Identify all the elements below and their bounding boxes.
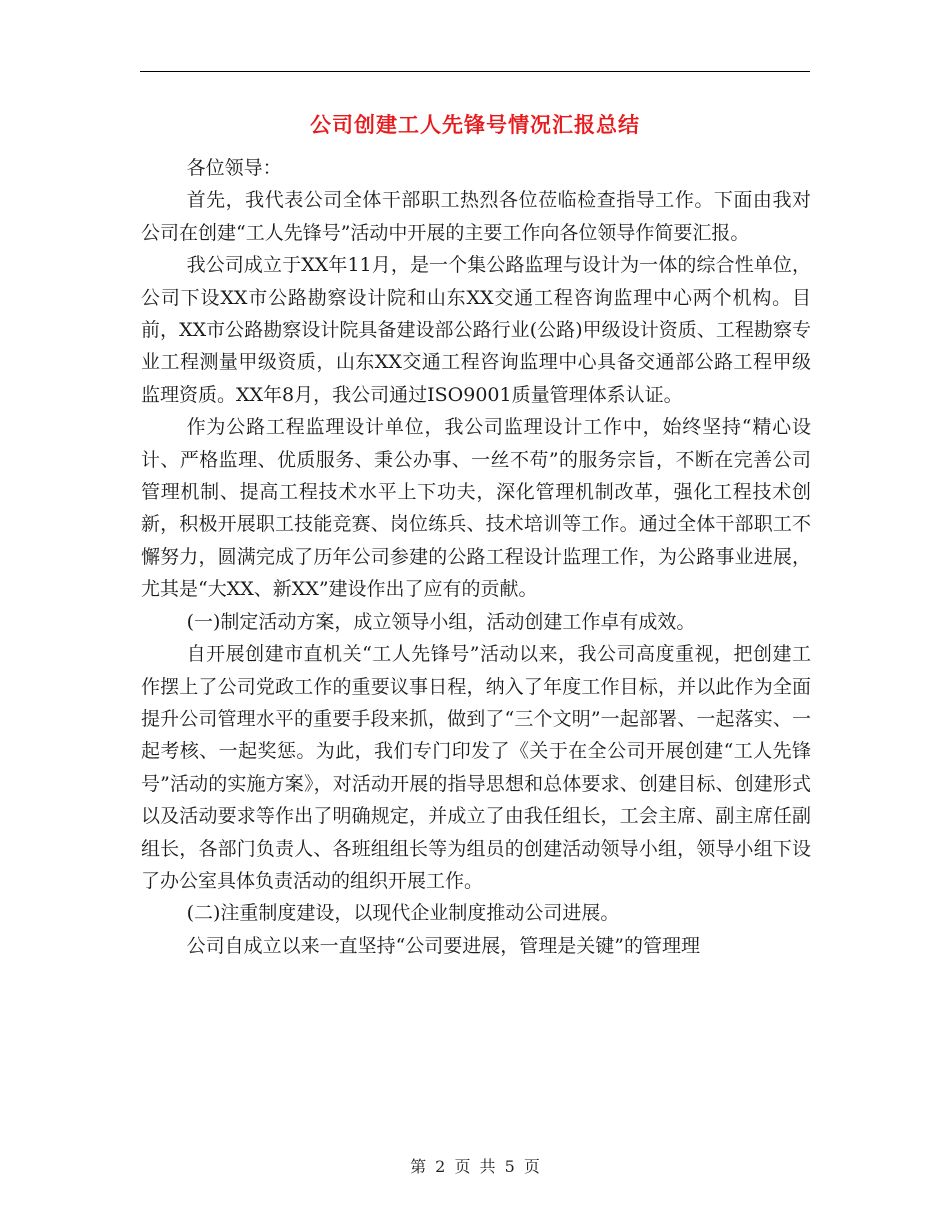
- document-title: 公司创建工人先锋号情况汇报总结: [310, 113, 640, 137]
- header-rule: [140, 71, 810, 72]
- body-paragraph: 自开展创建市直机关“工人先锋号”活动以来，我公司高度重视，把创建工作摆上了公司党政工作的重要议事日程，纳入了年度工作目标，并以此作为全面提升公司管理水平的重要手段来抓，做到了“三个文明”一起部署、一起落实、一起考核、一起奖惩。为此，我们专门印发了《关于在全公司开展创建“工人先锋号”活动的实施方案》，对活动开展的指导思想和总体要求、创建目标、创建形式以及活动要求等作出了明确规定，并成立了由我任组长，工会主席、副主席任副组长，各部门负责人、各班组组长等为组员的创建活动领导小组，领导小组下设了办公室具体负责活动的组织开展工作。: [141, 643, 811, 892]
- body-paragraph: 我公司成立于XX年11月，是一个集公路监理与设计为一体的综合性单位，公司下设XX市公路勘察设计院和山东XX交通工程咨询监理中心两个机构。目前，XX市公路勘察设计院具备建设部公路行业(公路)甲级设计资质、工程勘察专业工程测量甲级资质，山东XX交通工程咨询监理中心具备交通部公路工程甲级监理资质。XX年8月，我公司通过ISO9001质量管理体系认证。: [141, 254, 811, 406]
- section-heading: (一)制定活动方案，成立领导小组，活动创建工作卓有成效。: [186, 610, 696, 633]
- body-paragraph: 作为公路工程监理设计单位，我公司监理设计工作中，始终坚持“精心设计、严格监理、优质服务、秉公办事、一丝不苟”的服务宗旨，不断在完善公司管理机制、提高工程技术水平上下功夫，深化管理机制改革，强化工程技术创新，积极开展职工技能竞赛、岗位练兵、技术培训等工作。通过全体干部职工不懈努力，圆满完成了历年公司参建的公路工程设计监理工作，为公路事业进展，尤其是“大XX、新XX”建设作出了应有的贡献。: [141, 416, 811, 601]
- salutation: 各位领导：: [186, 157, 282, 179]
- document-body: [141, 152, 811, 962]
- section-heading: (二)注重制度建设，以现代企业制度推动公司进展。: [186, 902, 620, 925]
- page-number-footer: 第 2 页 共 5 页: [410, 1157, 540, 1176]
- body-paragraph: 首先，我代表公司全体干部职工热烈各位莅临检查指导工作。下面由我对公司在创建“工人先锋号”活动中开展的主要工作向各位领导作简要汇报。: [141, 189, 811, 244]
- body-paragraph: 公司自成立以来一直坚持“公司要进展，管理是关键”的管理理: [186, 934, 701, 957]
